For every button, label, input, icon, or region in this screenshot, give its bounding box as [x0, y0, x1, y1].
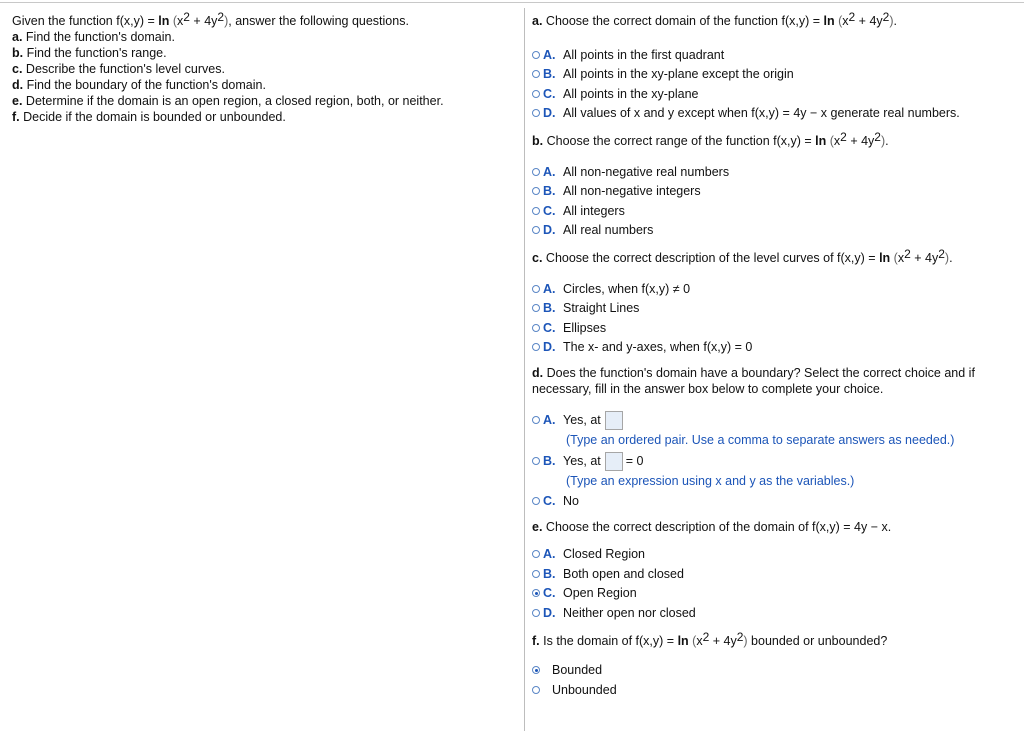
option-d-A[interactable]: A. Yes, at — [532, 409, 1012, 431]
radio-button[interactable] — [532, 497, 540, 505]
radio-button[interactable] — [532, 609, 540, 617]
option-e-A[interactable]: A. Closed Region — [532, 545, 1012, 565]
radio-button[interactable] — [532, 686, 540, 694]
task-item-a: a. Find the function's domain. — [12, 30, 175, 44]
radio-button[interactable] — [532, 226, 540, 234]
task-item-b: b. Find the function's range. — [12, 46, 167, 60]
option-f-bounded[interactable]: Bounded — [532, 661, 1012, 681]
radio-button[interactable] — [532, 550, 540, 558]
answer-panel — [532, 10, 1012, 700]
intro-text: Given the function f(x,y) = ln (x2 + 4y2), answer the following questions. — [12, 10, 409, 28]
radio-button[interactable] — [532, 90, 540, 98]
question-d-prompt: d. Does the function's domain have a boundary? Select the correct choice and if necessary, fill in the answer box below to complete your choice. — [532, 366, 975, 396]
radio-button[interactable] — [532, 416, 540, 424]
option-c-B[interactable]: B. Straight Lines — [532, 299, 1012, 319]
radio-button[interactable] — [532, 304, 540, 312]
option-b-A[interactable]: A. All non-negative real numbers — [532, 162, 1012, 182]
option-a-D[interactable]: D. All values of x and y except when f(x,y) = 4y − x generate real numbers. — [532, 104, 1012, 124]
question-c-prompt: c. Choose the correct description of the level curves of f(x,y) = ln (x2 + 4y2). — [532, 247, 953, 265]
top-border — [0, 2, 1024, 3]
radio-button[interactable] — [532, 343, 540, 351]
question-f — [532, 629, 1012, 700]
option-a-C[interactable]: C. All points in the xy-plane — [532, 84, 1012, 104]
question-panel — [12, 10, 517, 125]
option-b-D[interactable]: D. All real numbers — [532, 221, 1012, 241]
option-e-B[interactable]: B. Both open and closed — [532, 564, 1012, 584]
radio-button-selected[interactable] — [532, 589, 540, 597]
question-b — [532, 130, 1012, 240]
radio-button[interactable] — [532, 457, 540, 465]
radio-button[interactable] — [532, 187, 540, 195]
question-e — [532, 519, 1012, 623]
task-item-c: c. Describe the function's level curves. — [12, 62, 225, 76]
answer-box-expression[interactable] — [605, 452, 623, 471]
panel-divider — [524, 8, 525, 731]
radio-button[interactable] — [532, 324, 540, 332]
option-c-C[interactable]: C. Ellipses — [532, 318, 1012, 338]
option-e-C[interactable]: C. Open Region — [532, 584, 1012, 604]
question-f-prompt: f. Is the domain of f(x,y) = ln (x2 + 4y2) bounded or unbounded? — [532, 629, 888, 648]
radio-button[interactable] — [532, 109, 540, 117]
option-d-C[interactable]: C. No — [532, 491, 1012, 511]
option-a-B[interactable]: B. All points in the xy-plane except the origin — [532, 65, 1012, 85]
task-item-d: d. Find the boundary of the function's domain. — [12, 78, 266, 92]
question-a-prompt: a. Choose the correct domain of the function f(x,y) = ln (x2 + 4y2). — [532, 10, 897, 28]
radio-button[interactable] — [532, 285, 540, 293]
question-a — [532, 10, 1012, 123]
radio-button[interactable] — [532, 168, 540, 176]
option-f-unbounded[interactable]: Unbounded — [532, 680, 1012, 700]
radio-button[interactable] — [532, 570, 540, 578]
radio-button[interactable] — [532, 70, 540, 78]
question-e-prompt: e. Choose the correct description of the domain of f(x,y) = 4y − x. — [532, 519, 892, 534]
option-b-B[interactable]: B. All non-negative integers — [532, 182, 1012, 202]
question-d — [532, 365, 1012, 511]
option-c-A[interactable]: A. Circles, when f(x,y) ≠ 0 — [532, 279, 1012, 299]
task-item-f: f. Decide if the domain is bounded or unbounded. — [12, 110, 286, 124]
answer-box-ordered-pair[interactable] — [605, 411, 623, 430]
question-b-prompt: b. Choose the correct range of the function f(x,y) = ln (x2 + 4y2). — [532, 130, 889, 148]
radio-button[interactable] — [532, 207, 540, 215]
option-e-D[interactable]: D. Neither open nor closed — [532, 603, 1012, 623]
question-c — [532, 247, 1012, 357]
option-b-C[interactable]: C. All integers — [532, 201, 1012, 221]
task-item-e: e. Determine if the domain is an open region, a closed region, both, or neither. — [12, 94, 444, 108]
option-d-B[interactable]: B. Yes, at = 0 — [532, 450, 1012, 472]
option-d-A-hint: (Type an ordered pair. Use a comma to separate answers as needed.) — [566, 433, 955, 447]
option-d-B-hint: (Type an expression using x and y as the variables.) — [566, 474, 855, 488]
radio-button-selected[interactable] — [532, 666, 540, 674]
option-c-D[interactable]: D. The x- and y-axes, when f(x,y) = 0 — [532, 338, 1012, 358]
option-a-A[interactable]: A. All points in the first quadrant — [532, 45, 1012, 65]
radio-button[interactable] — [532, 51, 540, 59]
